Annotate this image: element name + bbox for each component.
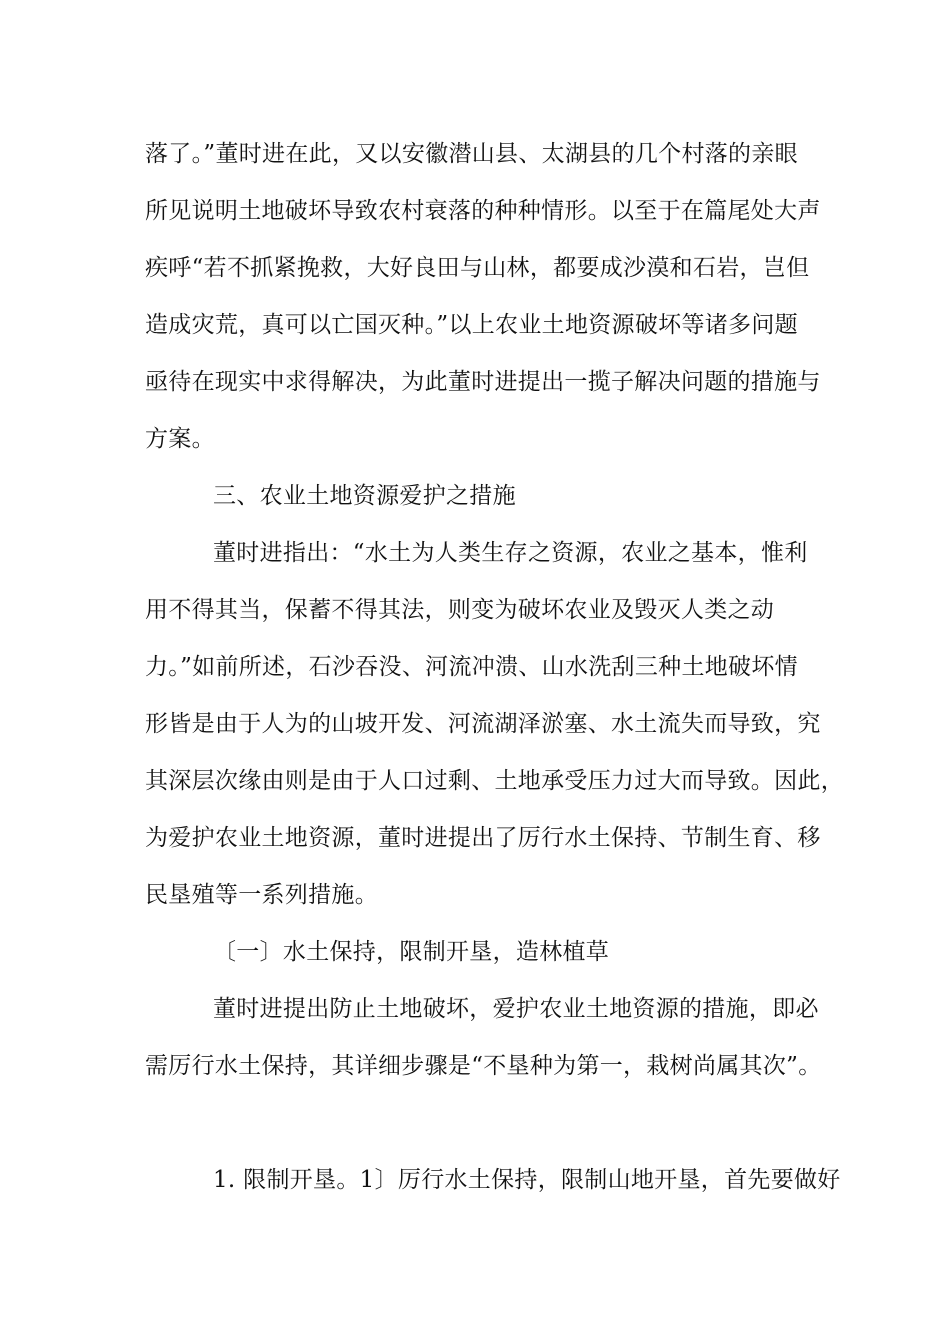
- paragraph-3-line-2: 需厉行水土保持，其详细步骤是“不垦种为第一，栽树尚属其次”。: [145, 1053, 822, 1079]
- section-heading: 三、农业土地资源爱护之措施: [213, 483, 516, 509]
- paragraph-1-line-5: 亟待在现实中求得解决，为此董时进提出一揽子解决问题的措施与: [145, 369, 821, 395]
- paragraph-2-line-1: 董时进指出：“水土为人类生存之资源，农业之基本，惟利: [213, 540, 808, 566]
- paragraph-2-line-2: 用不得其当，保蓄不得其法，则变为破坏农业及毁灭人类之动: [145, 597, 775, 623]
- paragraph-1-line-6: 方案。: [145, 426, 215, 452]
- paragraph-4-line-1: 1. 限制开垦。1〕厉行水土保持，限制山地开垦，首先要做好: [213, 1167, 841, 1193]
- subsection-heading: 〔一〕水土保持，限制开垦，造林植草: [213, 939, 610, 965]
- paragraph-2-line-7: 民垦殖等一系列措施。: [145, 882, 378, 908]
- paragraph-2-line-3: 力。”如前所述，石沙吞没、河流冲溃、山水洗刮三种土地破坏情: [145, 654, 798, 680]
- paragraph-3-line-1: 董时进提出防止土地破坏，爱护农业土地资源的措施，即必: [213, 996, 819, 1022]
- paragraph-2-line-6: 为爱护农业土地资源，董时进提出了厉行水土保持、节制生育、移: [145, 825, 821, 851]
- paragraph-1-line-1: 落了。”董时进在此，又以安徽潜山县、太湖县的几个村落的亲眼: [145, 141, 798, 167]
- paragraph-1-line-3: 疾呼“若不抓紧挽救，大好良田与山林，都要成沙漠和石岩，岂但: [145, 255, 810, 281]
- paragraph-2-line-4: 形皆是由于人为的山坡开发、河流湖泽淤塞、水土流失而导致，究: [145, 711, 821, 737]
- paragraph-1-line-4: 造成灾荒，真可以亡国灭种。”以上农业土地资源破坏等诸多问题: [145, 312, 798, 338]
- paragraph-1-line-2: 所见说明土地破坏导致农村衰落的种种情形。以至于在篇尾处大声: [145, 198, 821, 224]
- paragraph-2-line-5: 其深层次缘由则是由于人口过剩、土地承受压力过大而导致。因此，: [145, 768, 844, 794]
